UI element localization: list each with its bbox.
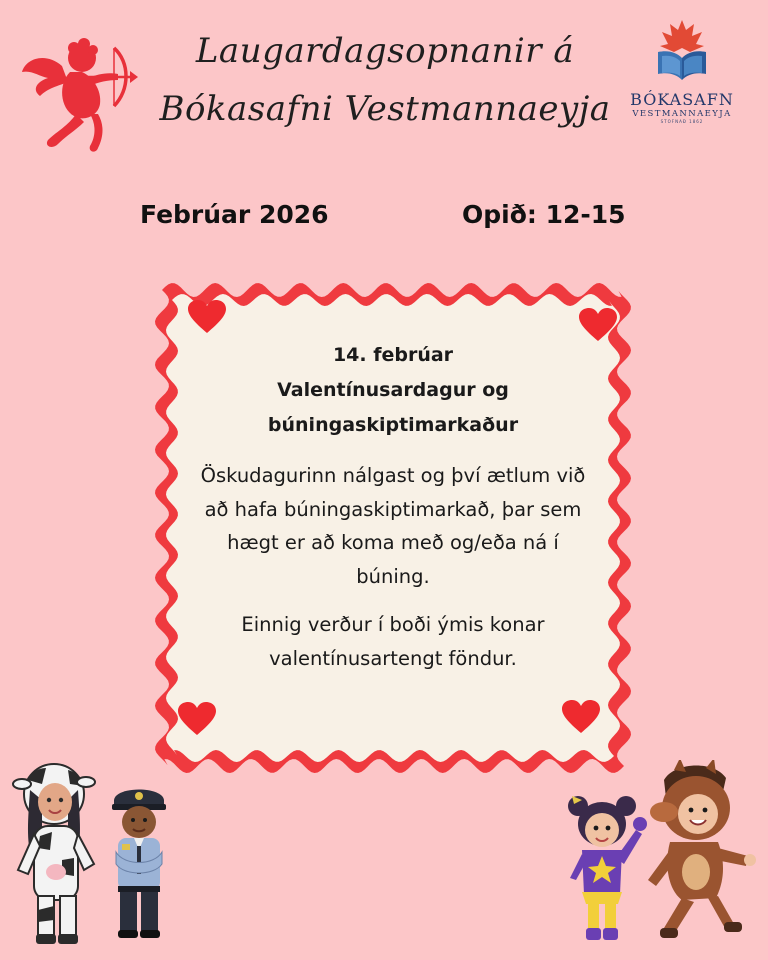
description-line: að hafa búningaskiptimarkað, þar sem [204,497,582,521]
description-line: hægt er að koma með og/eða ná í [227,531,559,554]
title-line-2: Bókasafni Vestmannaeyja [159,89,611,129]
library-book-icon [652,18,712,84]
logo-established: STOFNAÐ 1862 [660,119,704,124]
kid-cow-costume-illustration [12,760,112,948]
kid-police-costume-illustration [104,780,174,942]
extra-line: Einnig verður í boði ýmis konar [241,613,545,636]
extra-line: valentínusartengt föndur. [269,646,517,670]
description-line: Öskudagurinn nálgast og því ætlum við [200,464,586,487]
kid-horse-costume-illustration [634,760,756,942]
heart-icon [178,702,216,736]
event-description [176,459,610,593]
page-title [150,22,620,138]
event-card [176,338,610,675]
heart-icon [579,308,617,342]
event-extra [176,608,610,675]
library-logo [624,18,740,136]
event-title-line-1: Valentínusardagur og [277,379,509,401]
title-line-1: Laugardagsopnanir á [195,31,575,71]
description-line: búning. [356,564,430,588]
heart-icon [562,700,600,734]
event-title-line-2: búningaskiptimarkaður [267,414,519,436]
event-date: 14. febrúar [332,344,454,366]
logo-subtitle: VESTMANNAEYJA [632,109,732,119]
opening-hours: Opið: 12-15 [462,200,626,229]
heart-icon [188,300,226,334]
cupid-icon [18,28,138,154]
logo-name: BÓKASAFN [630,90,734,109]
month-label: Febrúar 2026 [140,200,329,229]
